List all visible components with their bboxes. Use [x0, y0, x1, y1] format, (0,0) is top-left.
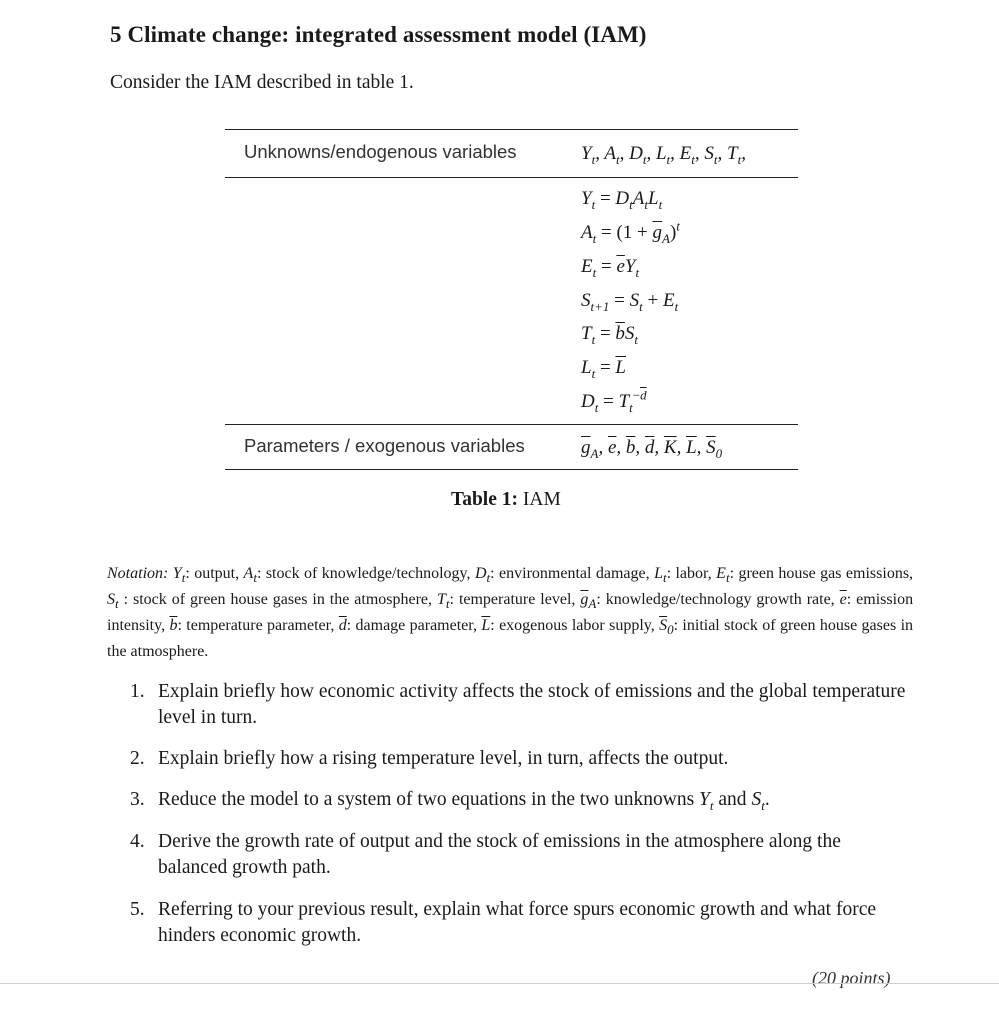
- question-2: [130, 746, 910, 772]
- table-mid-rule: [225, 424, 798, 425]
- equation-output: $Y_t = D_tA_tL_t$: [581, 188, 663, 212]
- equation-stock: $S_{t+1} = S_t + E_t$: [581, 290, 679, 314]
- notation-temperature: temperature level,: [458, 591, 576, 608]
- notation-label: Notation:: [107, 565, 169, 582]
- question-3-text: Reduce the model to a system of two equations in the two unknowns: [158, 789, 695, 810]
- notation-paragraph: Notation: $Y_t$: output, $A_t$: stock of knowledge/technology, $D_t$: environmental damage, $L_t$: labor, $E_t$: green house gas emissions, $S_t$ : stock of green house gases in the atmosphere, $T_t$: temperature level, $\overline{g}_A$: knowledge/technology growth rate, $\overline{e}$: emission intensity, $\overline{b}$: temperature parameter, $\overline{d}$: damage parameter, $\overline{L}$: exogenous labor supply, $\overline{S}_0$: initial stock of green house gases in the atmosphere.: [107, 565, 914, 660]
- section-heading: 5 Climate change: integrated assessment model (IAM): [110, 22, 647, 47]
- table-caption: [451, 489, 561, 511]
- caption-label: Table 1:: [451, 489, 519, 510]
- notation-temperature-parameter: temperature parameter,: [186, 617, 335, 634]
- table-top-rule: [225, 129, 798, 130]
- question-1: [130, 679, 910, 731]
- notation-labor-supply: exogenous labor supply,: [499, 617, 655, 634]
- points-label: (20 points): [812, 968, 891, 988]
- table-header-rule: [225, 177, 798, 178]
- notation-output: output,: [194, 565, 240, 582]
- parameter-list: $\overline{g}_A$, $\overline{e}$, $\overline{b}$, $\overline{d}$, $\overline{K}$, $\overline{L}$, $\overline{S}_0$: [581, 437, 723, 461]
- intro-text: Consider the IAM described in table 1.: [110, 72, 414, 93]
- notation-labor: labor,: [675, 565, 712, 582]
- notation-technology: stock of knowledge/technology,: [265, 565, 471, 582]
- question-text: Derive the growth rate of output and the stock of emissions in the atmosphere along the balanced growth path.: [158, 831, 841, 878]
- notation-emissions: green house gas emissions,: [738, 565, 914, 582]
- question-number: 2.: [130, 748, 145, 769]
- page-divider: [0, 983, 999, 984]
- question-text: Explain briefly how a rising temperature level, in turn, affects the output.: [158, 748, 729, 769]
- question-3-and: and: [718, 789, 747, 810]
- notation-damage: environmental damage,: [499, 565, 650, 582]
- question-number: 4.: [130, 831, 145, 852]
- question-text: Reduce the model to a system of two equations in the two unknowns $Y_t$ and $S_t$.: [158, 789, 770, 813]
- caption-title: IAM: [522, 489, 561, 510]
- notation-stock: stock of green house gases in the atmosphere,: [132, 591, 433, 608]
- equation-technology: $A_t = (1 + \overline{g}_A)^t$: [581, 218, 680, 246]
- question-5: [130, 897, 910, 949]
- parameters-label: Parameters / exogenous variables: [244, 435, 525, 456]
- endogenous-label: Unknowns/endogenous variables: [244, 141, 517, 162]
- notation-emission-intensity: emission intensity,: [107, 591, 914, 634]
- equation-emissions: $E_t = \overline{e}Y_t$: [581, 256, 640, 280]
- notation-growth-rate: knowledge/technology growth rate,: [605, 591, 835, 608]
- question-number: 1.: [130, 681, 145, 702]
- question-3: [130, 787, 910, 813]
- question-4: [130, 829, 910, 881]
- question-number: 5.: [130, 899, 145, 920]
- notation-initial-stock: initial stock of green house gases in the atmosphere.: [107, 617, 914, 660]
- question-text: Explain briefly how economic activity affects the stock of emissions and the global temperature level in turn.: [158, 681, 906, 728]
- table-bottom-rule: [225, 469, 798, 470]
- equation-temperature: $T_t = \overline{b}S_t$: [581, 323, 639, 347]
- equation-damage: $D_t = T_t^{-\overline{d}}$: [581, 387, 647, 415]
- endogenous-variables: $Y_t$, $A_t$, $D_t$, $L_t$, $E_t$, $S_t$, $T_t$,: [581, 143, 746, 167]
- question-number: 3.: [130, 789, 145, 810]
- question-text: Referring to your previous result, explain what force spurs economic growth and what force hinders economic growth.: [158, 899, 877, 946]
- equation-labor: $L_t = \overline{L}$: [581, 357, 626, 381]
- notation-damage-parameter: damage parameter,: [355, 617, 477, 634]
